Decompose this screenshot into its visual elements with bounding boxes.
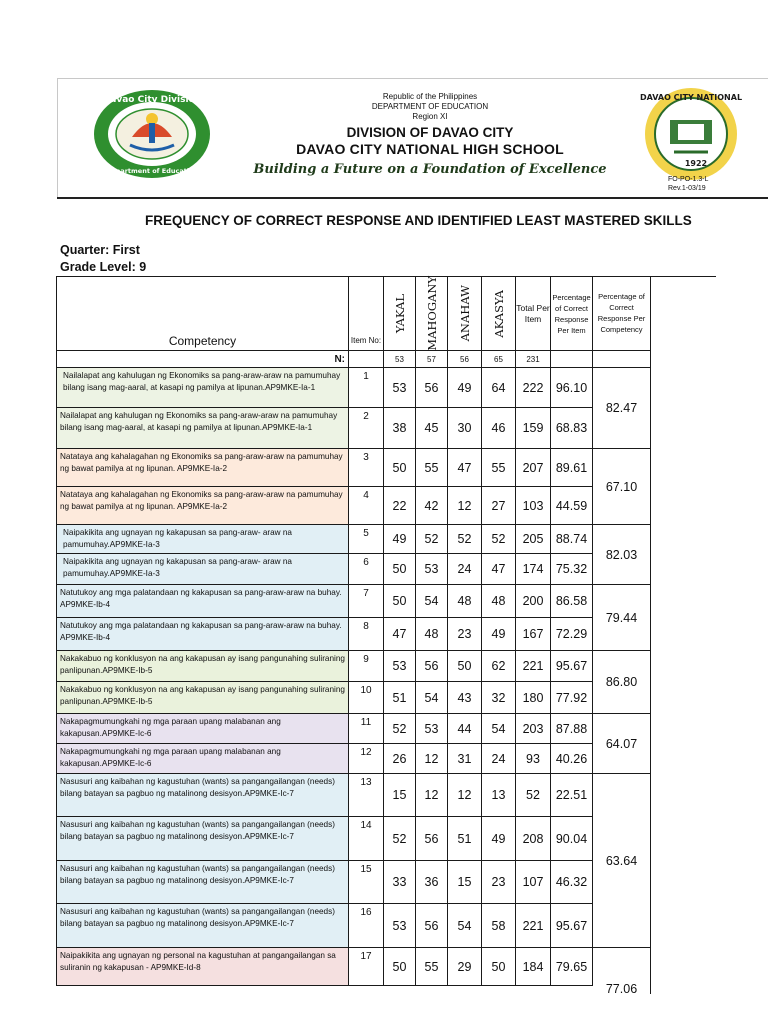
section-score: 54 [482,714,516,744]
section-score: 12 [448,487,482,525]
section-score: 53 [384,368,416,408]
header-department: DEPARTMENT OF EDUCATION [371,102,489,111]
dcnhs-logo [639,86,743,182]
percentage-per-item: 72.29 [551,618,593,651]
document-title: FREQUENCY OF CORRECT RESPONSE AND IDENTIFIED LEAST MASTERED SKILLS [145,213,692,228]
item-number: 15 [349,861,384,904]
item-number: 5 [349,525,384,554]
n-row-item [349,351,384,368]
header-school: DAVAO CITY NATIONAL HIGH SCHOOL [296,141,564,157]
header-item-no: Item No: [349,277,384,351]
section-score: 50 [384,948,416,986]
section-score: 33 [384,861,416,904]
percentage-per-competency: 82.47 [593,368,651,449]
competency-cell: Natataya ang kahalagahan ng Ekonomiks sa pang-araw-araw na pamumuhay ng bawat pamilya at ng lipunan. AP9MKE-Ia-2 [57,449,349,487]
item-number: 10 [349,682,384,714]
percentage-per-item: 40.26 [551,744,593,774]
percentage-per-item: 95.67 [551,904,593,948]
item-number: 16 [349,904,384,948]
section-score: 64 [482,368,516,408]
section-score: 49 [448,368,482,408]
logo-text-bottom: Department of Education [105,167,199,175]
total-per-item: 184 [516,948,551,986]
section-score: 50 [384,554,416,585]
quarter-label: Quarter: First [60,243,140,257]
form-code: FO-PO-1.3-L [668,176,709,183]
item-number: 4 [349,487,384,525]
competency-cell: Nasusuri ang kaibahan ng kagustuhan (wants) sa pangangailangan (needs) bilang batayan sa pagbuo ng matalinong desisyon.AP9MKE-Ic-7 [57,861,349,904]
percentage-per-item: 87.88 [551,714,593,744]
section-score: 36 [416,861,448,904]
item-number: 17 [349,948,384,986]
section-score: 22 [384,487,416,525]
section-score: 31 [448,744,482,774]
competency-cell: Nakapagmumungkahi ng mga paraan upang malabanan ang kakapusan.AP9MKE-Ic-6 [57,714,349,744]
percentage-per-competency: 79.44 [593,585,651,651]
section-score: 50 [384,585,416,618]
header-frame-left [57,78,58,198]
item-number: 3 [349,449,384,487]
section-score: 47 [448,449,482,487]
total-per-item: 200 [516,585,551,618]
section-score: 47 [482,554,516,585]
percentage-per-competency: 67.10 [593,449,651,525]
percentage-per-item: 90.04 [551,817,593,861]
percentage-per-item: 86.58 [551,585,593,618]
competency-cell: Nakakabuo ng konklusyon na ang kakapusan ay isang pangunahing suliraning panlipunan.AP9MKE-Ib-5 [57,651,349,682]
total-per-item: 180 [516,682,551,714]
percentage-per-item: 46.32 [551,861,593,904]
section-score: 30 [448,408,482,449]
section-score: 13 [482,774,516,817]
competency-cell: Nasusuri ang kaibahan ng kagustuhan (wants) sa pangangailangan (needs) bilang batayan sa pagbuo ng matalinong desisyon.AP9MKE-Ic-7 [57,817,349,861]
section-score: 49 [482,817,516,861]
percentage-per-item: 96.10 [551,368,593,408]
section-score: 55 [482,449,516,487]
total-per-item: 103 [516,487,551,525]
total-per-item: 174 [516,554,551,585]
header-section-mahogany [416,277,448,351]
header-pct-item: Percentage of Correct Response Per Item [551,277,593,351]
percentage-per-item: 22.51 [551,774,593,817]
total-per-item: 208 [516,817,551,861]
percentage-per-competency: 82.03 [593,525,651,585]
section-score: 15 [384,774,416,817]
percentage-per-competency: 63.64 [593,774,651,948]
percentage-per-competency: 86.80 [593,651,651,714]
section-score: 12 [416,744,448,774]
section-score: 53 [416,554,448,585]
item-number: 6 [349,554,384,585]
header-competency-label: Competency [168,334,237,348]
section-score: 43 [448,682,482,714]
percentage-per-item: 68.83 [551,408,593,449]
total-per-item: 159 [516,408,551,449]
percentage-per-item: 44.59 [551,487,593,525]
competency-cell: Nakapagmumungkahi ng mga paraan upang malabanan ang kakapusan.AP9MKE-Ic-6 [57,744,349,774]
item-number: 2 [349,408,384,449]
header-section-yakal [384,277,416,351]
item-number: 11 [349,714,384,744]
n-row-count: 56 [448,351,482,368]
section-score: 23 [448,618,482,651]
section-score: 52 [448,525,482,554]
section-label: AKASYA [491,289,506,338]
section-score: 45 [416,408,448,449]
section-score: 32 [482,682,516,714]
section-score: 51 [448,817,482,861]
percentage-per-competency: 64.07 [593,714,651,774]
total-per-item: 221 [516,651,551,682]
section-score: 12 [448,774,482,817]
competency-cell: Naipakikita ang ugnayan ng kakapusan sa pang-araw- araw na pamumuhay.AP9MKE-Ia-3 [57,525,349,554]
percentage-per-item: 89.61 [551,449,593,487]
item-number: 8 [349,618,384,651]
item-number: 12 [349,744,384,774]
total-per-item: 167 [516,618,551,651]
section-label: MAHOGANY [424,276,439,351]
header-region: Region XI [412,112,448,121]
percentage-per-item: 75.32 [551,554,593,585]
section-score: 54 [416,682,448,714]
competency-cell: Natataya ang kahalagahan ng Ekonomiks sa pang-araw-araw na pamumuhay ng bawat pamilya at ng lipunan. AP9MKE-Ia-2 [57,487,349,525]
section-score: 53 [384,904,416,948]
item-number: 9 [349,651,384,682]
section-score: 26 [384,744,416,774]
logo-right-year: 1922 [684,159,708,168]
percentage-per-competency: 77.06 [593,948,651,994]
form-revision: Rev.1-03/19 [668,185,706,192]
section-score: 27 [482,487,516,525]
section-score: 52 [416,525,448,554]
item-number: 7 [349,585,384,618]
n-row-count: 65 [482,351,516,368]
section-score: 48 [448,585,482,618]
percentage-per-item: 88.74 [551,525,593,554]
header-section-akasya [482,277,516,351]
section-label: ANAHAW [457,285,472,342]
percentage-per-item: 95.67 [551,651,593,682]
section-score: 29 [448,948,482,986]
item-number: 14 [349,817,384,861]
section-score: 49 [482,618,516,651]
section-score: 56 [416,368,448,408]
total-per-item: 221 [516,904,551,948]
section-score: 47 [384,618,416,651]
section-score: 23 [482,861,516,904]
competency-cell: Nasusuri ang kaibahan ng kagustuhan (wants) sa pangangailangan (needs) bilang batayan sa pagbuo ng matalinong desisyon.AP9MKE-Ic-7 [57,904,349,948]
section-score: 44 [448,714,482,744]
section-score: 52 [384,817,416,861]
n-row-count: 53 [384,351,416,368]
section-score: 48 [482,585,516,618]
section-score: 52 [384,714,416,744]
n-row-label: N: [57,351,349,368]
header-republic: Republic of the Philippines [382,92,478,101]
section-score: 50 [384,449,416,487]
header-pct-competency: Percentage of Correct Response Per Competency [593,277,651,351]
logo-text-top: Davao City Division [102,95,202,105]
total-per-item: 52 [516,774,551,817]
competency-cell: Naipakikita ang ugnayan ng kakapusan sa pang-araw- araw na pamumuhay.AP9MKE-Ia-3 [57,554,349,585]
total-per-item: 205 [516,525,551,554]
item-number: 1 [349,368,384,408]
section-label: YAKAL [392,293,407,334]
total-per-item: 93 [516,744,551,774]
section-score: 56 [416,904,448,948]
section-score: 55 [416,449,448,487]
section-score: 54 [416,585,448,618]
section-score: 62 [482,651,516,682]
section-score: 54 [448,904,482,948]
section-score: 24 [448,554,482,585]
section-score: 52 [482,525,516,554]
section-score: 38 [384,408,416,449]
competency-cell: Natutukoy ang mga palatandaan ng kakapusan sa pang-araw-araw na buhay. AP9MKE-Ib-4 [57,618,349,651]
logo-right-text: DAVAO CITY NATIONAL [639,93,743,102]
section-score: 51 [384,682,416,714]
section-score: 15 [448,861,482,904]
davao-division-logo [92,89,212,179]
n-row-count: 57 [416,351,448,368]
section-score: 50 [482,948,516,986]
section-score: 53 [416,714,448,744]
section-score: 53 [384,651,416,682]
section-score: 42 [416,487,448,525]
competency-cell: Nailalapat ang kahulugan ng Ekonomiks sa pang-araw-araw na pamumuhay bilang isang mag-aaral, at kasapi ng pamilya at lipunan.AP9MKE-Ia-1 [57,368,349,408]
header-total: Total Per Item [516,277,551,351]
section-score: 55 [416,948,448,986]
section-score: 48 [416,618,448,651]
section-score: 24 [482,744,516,774]
section-score: 56 [416,817,448,861]
competency-cell: Nasusuri ang kaibahan ng kagustuhan (wants) sa pangangailangan (needs) bilang batayan sa pagbuo ng matalinong desisyon.AP9MKE-Ic-7 [57,774,349,817]
header-divider [57,197,768,199]
competency-cell: Nailalapat ang kahulugan ng Ekonomiks sa pang-araw-araw na pamumuhay bilang isang mag-aaral, at kasapi ng pamilya at lipunan.AP9MKE-Ia-1 [57,408,349,449]
section-score: 49 [384,525,416,554]
total-per-item: 222 [516,368,551,408]
n-row-pct-item [551,351,593,368]
n-row-pct-comp [593,351,651,368]
total-per-item: 203 [516,714,551,744]
competency-cell: Naipakikita ang ugnayan ng personal na kagustuhan at pangangailangan sa suliranin ng kakapusan - AP9MKE-Id-8 [57,948,349,986]
header-competency [57,277,349,351]
section-score: 58 [482,904,516,948]
total-per-item: 207 [516,449,551,487]
header-frame-top [57,78,768,79]
header-motto: Building a Future on a Foundation of Excellence [253,162,607,177]
n-row-total: 231 [516,351,551,368]
section-score: 56 [416,651,448,682]
item-number: 13 [349,774,384,817]
competency-cell: Nakakabuo ng konklusyon na ang kakapusan ay isang pangunahing suliraning panlipunan.AP9MKE-Ib-5 [57,682,349,714]
total-per-item: 107 [516,861,551,904]
header-section-anahaw [448,277,482,351]
section-score: 46 [482,408,516,449]
competency-cell: Natutukoy ang mga palatandaan ng kakapusan sa pang-araw-araw na buhay. AP9MKE-Ib-4 [57,585,349,618]
section-score: 12 [416,774,448,817]
grade-level-label: Grade Level: 9 [60,260,147,274]
section-score: 50 [448,651,482,682]
header-division: DIVISION OF DAVAO CITY [346,125,514,140]
percentage-per-item: 77.92 [551,682,593,714]
percentage-per-item: 79.65 [551,948,593,986]
